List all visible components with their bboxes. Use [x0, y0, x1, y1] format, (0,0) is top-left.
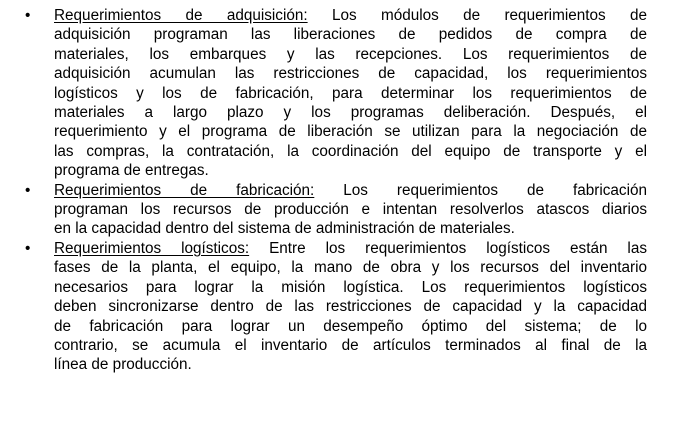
paragraph-line: requerimiento y el programa de liberación se utilizan para la negociación de	[54, 123, 647, 141]
text-fragment: Los módulos de requerimientos de	[307, 7, 647, 24]
document-body	[0, 6, 685, 375]
list-item-logisticos	[0, 239, 685, 375]
paragraph-line: necesarios para lograr la misión logística. Los requerimientos logísticos	[54, 278, 647, 296]
paragraph-line: contrario, se acumula el inventario de artículos terminados al final de la	[54, 336, 647, 354]
paragraph-line: línea de producción.	[54, 356, 192, 374]
term-fabricacion: Requerimientos de fabricación:	[54, 181, 315, 199]
paragraph-line: programa de entregas.	[54, 162, 209, 180]
paragraph-line: programan los recursos de producción e intentan resolverlos atascos diarios	[54, 201, 647, 219]
text-fragment: Entre los requerimientos logísticos están las	[249, 239, 647, 257]
paragraph-line: adquisición acumulan las restricciones de capacidad, los requerimientos	[54, 65, 647, 83]
paragraph-line: las compras, la contratación, la coordinación del equipo de transporte y el	[54, 142, 647, 160]
paragraph-line: materiales, los embarques y las recepciones. Los requerimientos de	[54, 45, 647, 63]
text-fragment: Los requerimientos de fabricación	[314, 181, 647, 199]
paragraph-line: logísticos y los de fabricación, para determinar los requerimientos de	[54, 84, 647, 102]
list-item-adquisicion	[0, 6, 685, 181]
bullet-icon: •	[25, 239, 31, 257]
term-adquisicion: Requerimientos de adquisición:	[54, 7, 308, 24]
list-item-first-line	[54, 6, 647, 25]
list-item-fabricacion	[0, 181, 685, 239]
list-item-first-line	[54, 239, 647, 258]
paragraph-line: fases de la planta, el equipo, la mano de obra y los recursos del inventario	[54, 259, 647, 277]
paragraph-line: de fabricación para lograr un desempeño óptimo del sistema; de lo	[54, 317, 647, 335]
paragraph-line: materiales a largo plazo y los programas deliberación. Después, el	[54, 104, 647, 122]
term-logisticos: Requerimientos logísticos:	[54, 239, 250, 257]
list-item-first-line	[54, 181, 647, 200]
paragraph-line: deben sincronizarse dentro de las restricciones de capacidad y la capacidad	[54, 298, 647, 316]
bullet-icon: •	[25, 181, 31, 199]
bullet-icon: •	[25, 7, 31, 24]
paragraph-line: en la capacidad dentro del sistema de administración de materiales.	[54, 220, 515, 238]
paragraph-line: adquisición programan las liberaciones de pedidos de compra de	[54, 26, 647, 44]
